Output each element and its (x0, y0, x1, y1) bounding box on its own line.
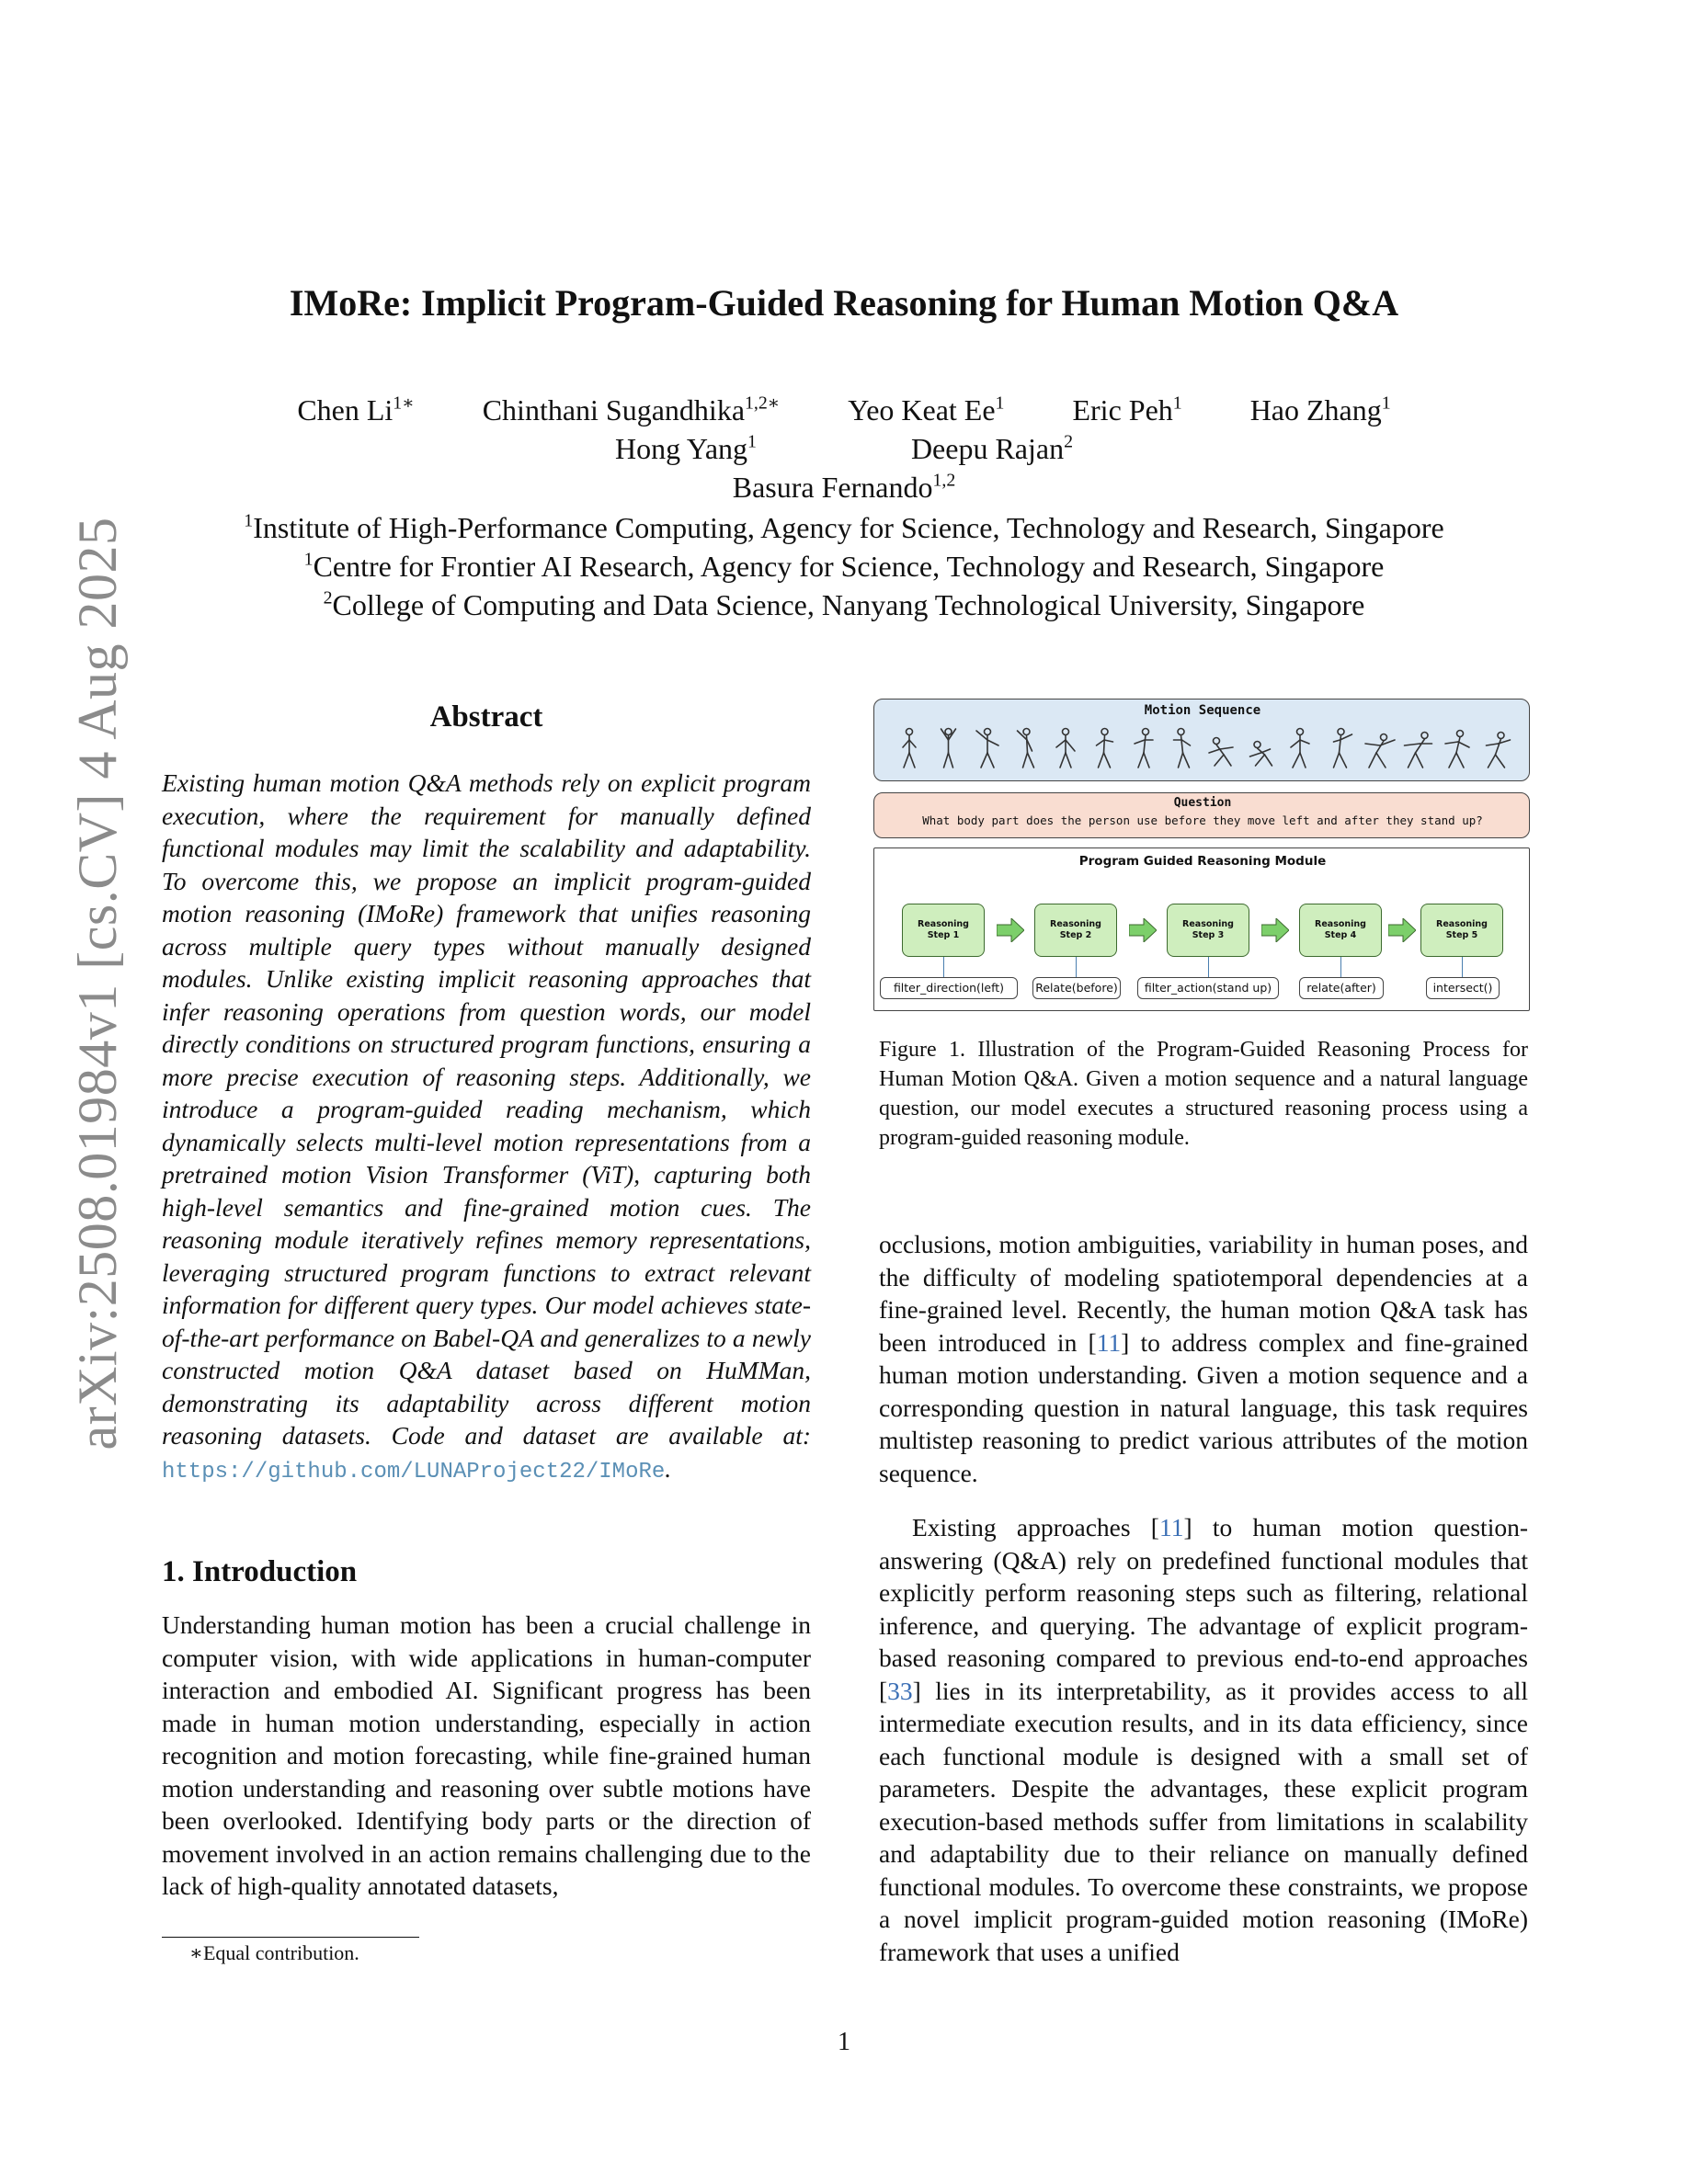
stick-figure (1250, 742, 1272, 767)
connector-line (1208, 957, 1209, 977)
footnote-rule (162, 1937, 419, 1938)
abstract-body: Existing human motion Q&A methods rely on explicit program execution, where the requirement for manually defined functional modules may limit the scalability and adaptability. To overcome this, we propose an implicit program-guided motion reasoning (IMoRe) framework that unifies reasoning across multiple query types without manually designed modules. Unlike existing implicit reasoning approaches that infer reasoning operations from question words, our model directly conditions on structured program functions, ensuring a more precise execution of reasoning steps. Additionally, we introduce a program-guided reading mechanism, which dynamically selects multi-level motion representations from a pretrained motion Vision Transformer (ViT), capturing both high-level semantics and fine-grained motion cues. The reasoning module iteratively refines memory representations, leveraging structured program functions to extract relevant information for different query types. Our model achieves state-of-the-art performance on Babel-QA and generalizes to a newly constructed motion Q&A dataset based on HuMMan, demonstrating its adaptability across different motion reasoning datasets. Code and dataset are available at: https://github.com/LUNAProject22/IMoRe. (162, 768, 811, 1484)
stick-figure (1135, 729, 1153, 768)
stick-figure (1056, 729, 1075, 768)
arrow-right-icon (997, 918, 1024, 942)
introduction-body: Understanding human motion has been a crucial challenge in computer vision, with wide applications in human-computer interaction and embodied AI. Significant progress has been made in human motion understanding, especially in action recognition and motion forecasting, while fine-grained human motion understanding and reasoning over subtle motions have been overlooked. Identifying body parts or the direction of movement involved in an action remains challenging due to the lack of high-quality annotated datasets, (162, 1610, 811, 1900)
affiliation: $^1$Institute of High-Performance Computing, Agency for Science, Technology and Research, Singapore (244, 510, 1444, 544)
reasoning-module-panel (873, 847, 1530, 1011)
stick-figure (1487, 733, 1511, 768)
arrow-right-icon (1388, 918, 1416, 942)
figure-caption: Figure 1. Illustration of the Program-Guided Reasoning Process for Human Motion Q&A. Given a motion sequence and a natural language question, our model executes a structured reasoning process using a program-guided reasoning module. (879, 1038, 1528, 1150)
affiliation: $^2$College of Computing and Data Science, Nanyang Technological University, Singapore (323, 587, 1365, 621)
motion-sequence-panel (873, 699, 1530, 781)
stick-figure (976, 729, 998, 768)
authors-line-3 (0, 471, 1688, 505)
author: Eric Peh$^1$ (1072, 392, 1182, 427)
affiliation: $^1$Centre for Frontier AI Research, Agency for Science, Technology and Research, Singapore (303, 549, 1385, 583)
stick-figure (1097, 729, 1113, 768)
stick-figure (1209, 738, 1233, 767)
program-function: relate(after) (1299, 977, 1384, 999)
stick-figure (1445, 731, 1469, 768)
program-function: filter_action(stand up) (1137, 977, 1279, 999)
author: Chen $Li^{1∗}$ (297, 392, 415, 427)
program-function: intersect() (1426, 977, 1500, 999)
abstract-heading: Abstract (429, 700, 543, 734)
arrow-right-icon (1261, 918, 1289, 942)
question-text: What body part does the person use before they move left and after they stand up? (922, 813, 1483, 827)
stick-figure (1291, 729, 1309, 768)
reasoning-step-2: Reasoning Step 2 (1034, 904, 1117, 957)
reasoning-step-5: Reasoning Step 5 (1420, 904, 1503, 957)
question-panel (873, 792, 1530, 838)
reasoning-step-1: Reasoning Step 1 (902, 904, 985, 957)
arrow-right-icon (1129, 918, 1157, 942)
authors-line-2 (0, 432, 1688, 466)
citation-link[interactable]: 33 (887, 1676, 913, 1705)
paper-title: IMoRe: Implicit Program-Guided Reasoning for Human Motion Q&A (289, 282, 1399, 324)
reasoning-module-title: Program Guided Reasoning Module (1078, 854, 1327, 869)
intro-paragraph-2: Existing approaches [11] to human motion question-answering (Q&A) rely on predefined functional modules that explicitly perform reasoning steps such as filtering, relational inference, and querying. The advantage of explicit program-based reasoning compared to previous end-to-end approaches [33] lies in its interpretability, as it provides access to all intermediate execution results, and in its data efficiency, since each functional module is designed with a small set of parameters. Despite the advantages, these explicit program execution-based methods suffer from limitations in scalability and adaptability due to their reliance on manually defined functional modules. To overcome these constraints, we propose a novel implicit program-guided motion reasoning (IMoRe) framework that uses a unified (879, 1513, 1529, 1966)
stick-figure (941, 729, 956, 768)
page-number: 1 (838, 2028, 850, 2056)
program-function: Relate(before) (1032, 977, 1121, 999)
figure-1 (873, 699, 1530, 1011)
authors-line-1 (0, 393, 1688, 427)
author: Chinthani Sugandhika$^{1,2∗}$ (482, 392, 781, 427)
stick-figure (1365, 734, 1395, 768)
stick-figure (1174, 729, 1191, 768)
motion-sequence-title: Motion Sequence (1144, 703, 1261, 718)
introduction-heading: 1. Introduction (162, 1555, 358, 1588)
question-title: Question (1173, 796, 1232, 810)
author: Basura Fernando$^{1,2}$ (732, 470, 956, 504)
code-link[interactable]: https://github.com/LUNAProject22/IMoRe (162, 1459, 666, 1484)
footnote: ∗Equal contribution. (189, 1941, 359, 1964)
connector-line (1076, 957, 1077, 977)
stick-figure (903, 729, 916, 768)
author: Hao Zhang$^1$ (1249, 392, 1391, 427)
author: Yeo Keat Ee$^1$ (848, 392, 1005, 427)
connector-line (1462, 957, 1463, 977)
stick-figure (1018, 729, 1034, 768)
reasoning-step-3: Reasoning Step 3 (1167, 904, 1249, 957)
reasoning-step-4: Reasoning Step 4 (1299, 904, 1382, 957)
arxiv-identifier: arXiv:2508.01984v1 [cs.CV] 4 Aug 2025 (67, 517, 128, 1450)
author: Deepu Rajan$^2$ (910, 431, 1074, 465)
connector-line (943, 957, 944, 977)
author: Hong Yang$^1$ (614, 431, 757, 465)
stick-figure-sequence (874, 700, 1527, 779)
intro-paragraph-continued: occlusions, motion ambiguities, variability in human poses, and the difficulty of modeling spatiotemporal dependencies at a fine-grained level. Recently, the human motion Q&A task has been introduced in [11] to address complex and fine-grained human motion understanding. Given a motion sequence and a corresponding question in natural language, this task requires multistep reasoning to predict various attributes of the motion sequence. (879, 1230, 1528, 1487)
stick-figure (1405, 733, 1432, 768)
program-function: filter_direction(left) (880, 977, 1018, 999)
connector-line (1340, 957, 1341, 977)
citation-link[interactable]: 11 (1096, 1327, 1122, 1357)
stick-figure (1334, 729, 1352, 768)
citation-link[interactable]: 11 (1158, 1513, 1184, 1541)
